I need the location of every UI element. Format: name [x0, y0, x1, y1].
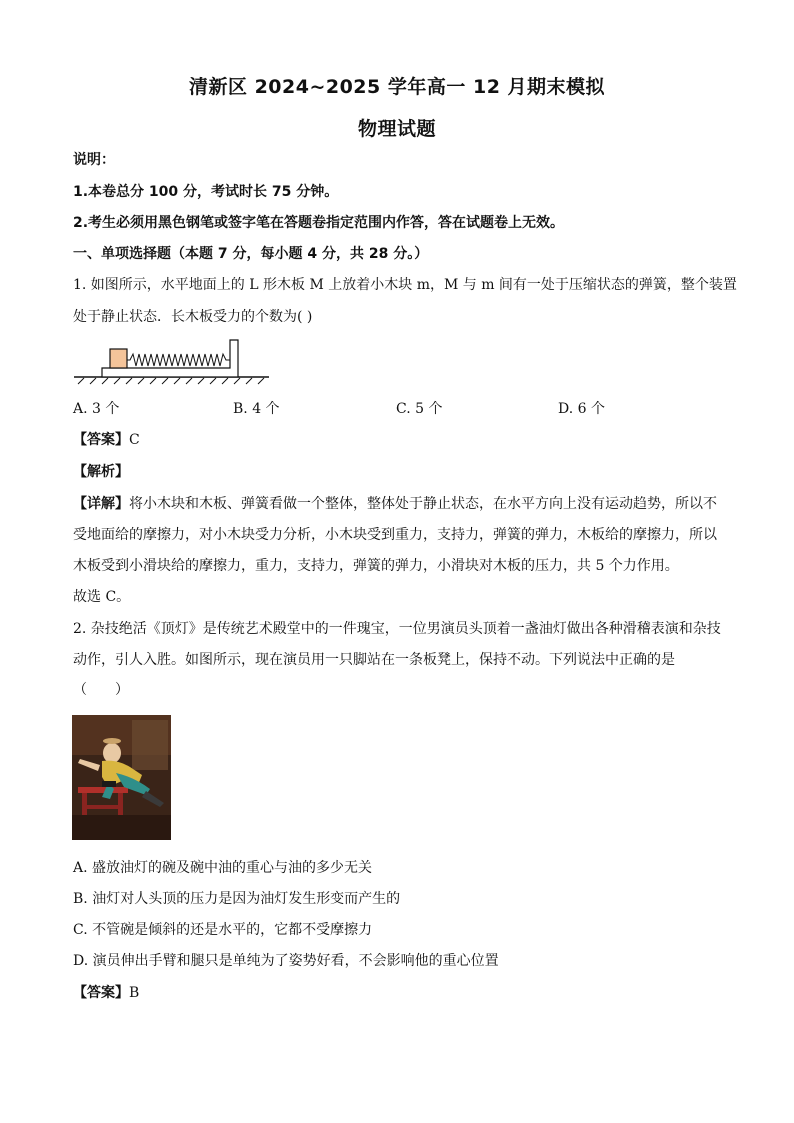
- section-heading: 一、单项选择题（本题 7 分，每小题 4 分，共 28 分。）: [73, 246, 429, 262]
- q1-option-d: D. 6 个: [558, 401, 605, 417]
- q1-conclusion: 故选 C。: [73, 589, 131, 605]
- q1-board-spring-figure: [72, 336, 272, 386]
- q2-option-c: C. 不管碗是倾斜的还是水平的，它都不受摩擦力: [73, 922, 373, 938]
- q2-acrobat-photo: [72, 715, 171, 840]
- q1-option-c: C. 5 个: [396, 401, 443, 417]
- q2-option-a: A. 盛放油灯的碗及碗中油的重心与油的多少无关: [73, 860, 373, 876]
- q1-stem-line-2: 处于静止状态．长木板受力的个数为( ): [73, 309, 313, 325]
- q1-answer-label: 【答案】: [73, 432, 129, 448]
- instructions-label: 说明：: [73, 152, 115, 168]
- q2-answer-label: 【答案】: [73, 985, 129, 1001]
- q1-option-a: A. 3 个: [73, 401, 120, 417]
- q1-stem-line-1: 1. 如图所示，水平地面上的 L 形木板 M 上放着小木块 m，M 与 m 间有一处于压缩状态的弹簧，整个装置: [73, 277, 737, 293]
- exam-subtitle: 物理试题: [357, 118, 436, 140]
- q1-analysis-label: 【解析】: [73, 464, 129, 480]
- q2-stem-line-2: 动作，引人入胜。如图所示，现在演员用一只脚站在一条板凳上，保持不动。下列说法中正确的是: [73, 652, 675, 668]
- q1-answer: [73, 430, 733, 450]
- q1-detail-label: 【详解】: [73, 496, 129, 512]
- compressed-spring: [127, 354, 230, 366]
- small-block: [110, 349, 127, 368]
- q1-detail-line-1: [73, 494, 733, 514]
- exam-title: 清新区 2024~2025 学年高一 12 月期末模拟: [188, 76, 606, 98]
- instruction-item-2: 2.考生必须用黑色钢笔或签字笔在答题卷指定范围内作答，答在试题卷上无效。: [73, 215, 565, 231]
- q1-detail-text-1: 将小木块和木板、弹簧看做一个整体，整体处于静止状态，在水平方向上没有运动趋势，所以不: [129, 496, 717, 512]
- q1-detail-line-2: 受地面给的摩擦力，对小木块受力分析，小木块受到重力，支持力，弹簧的弹力，木板给的摩擦力，所以: [73, 527, 717, 543]
- instruction-item-1: 1.本卷总分 100 分，考试时长 75 分钟。: [73, 184, 339, 200]
- q2-answer-value: B: [129, 985, 140, 1001]
- q2-stem-line-3: （ ）: [73, 682, 129, 698]
- q2-option-d: D. 演员伸出手臂和腿只是单纯为了姿势好看，不会影响他的重心位置: [73, 953, 499, 969]
- q1-detail-line-3: 木板受到小滑块给的摩擦力，重力，支持力，弹簧的弹力，小滑块对木板的压力，共 5 个力作用。: [73, 558, 679, 574]
- q2-stem-line-1: 2. 杂技绝活《顶灯》是传统艺术殿堂中的一件瑰宝，一位男演员头顶着一盏油灯做出各种滑稽表演和杂技: [73, 621, 721, 637]
- q1-answer-value: C: [129, 432, 140, 448]
- ground-hatching: [74, 377, 269, 384]
- q1-option-b: B. 4 个: [233, 401, 280, 417]
- q2-answer: [73, 983, 733, 1003]
- q2-option-b: B. 油灯对人头顶的压力是因为油灯发生形变而产生的: [73, 891, 401, 907]
